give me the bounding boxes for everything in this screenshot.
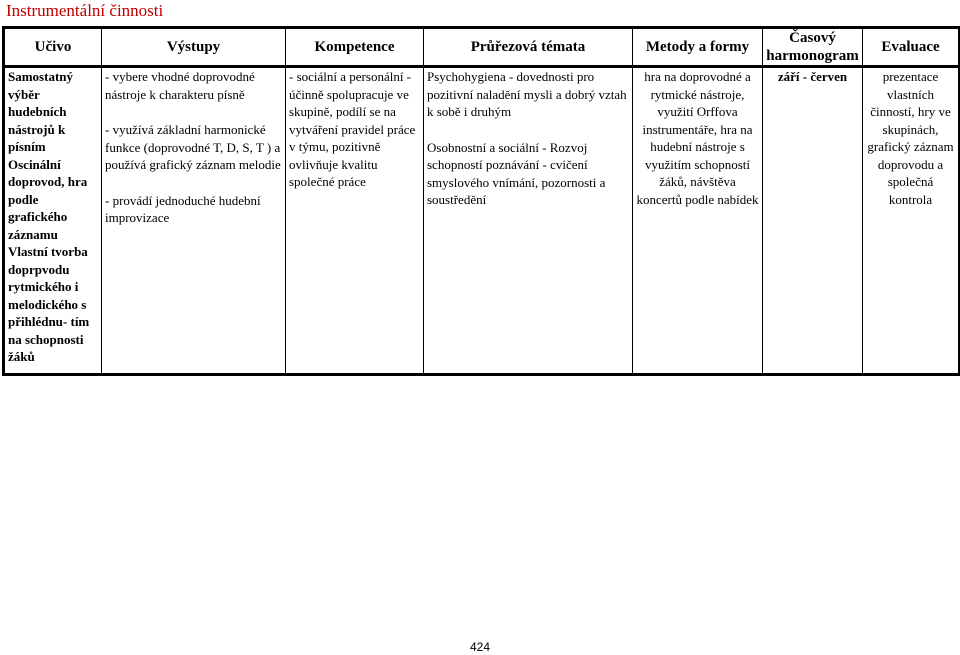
cell-pruzezova-temata [424,67,633,375]
section-title: Instrumentální činnosti [6,1,164,20]
cell-vystupy [102,67,286,375]
tema-item: Psychohygiena - dovednosti pro pozitivní naladění mysli a dobrý vztah k sobě i druhým [427,69,627,119]
cell-casovy-harmonogram: září - červen [763,67,863,375]
curriculum-table [2,26,960,376]
tema-item: Osobnostní a sociální - Rozvoj schopností poznávání - cvičení smyslového vnímání, pozornosti a soustředění [427,139,606,207]
header-pruzezova-temata: Průřezová témata [424,28,633,67]
header-kompetence: Kompetence [286,28,424,67]
cell-metody-a-formy: hra na doprovodné a rytmické nástroje, využití Orffova instrumentáře, hra na hudební nástroje s využitím schopností žáků, návštěva koncertů podle nabídek [633,67,763,375]
page-number: 424 [469,640,491,654]
vystup-item: - vybere vhodné doprovodné nástroje k charakteru písně [105,69,255,102]
header-metody-a-formy: Metody a formy [633,28,763,67]
vystup-item: - využívá základní harmonické funkce (doprovodné T, D, S, T ) a používá grafický záznam melodie [105,122,281,172]
header-casovy-harmonogram: Časový harmonogram [763,28,863,67]
cell-kompetence: - sociální a personální - účinně spolupracuje ve skupině, podílí se na vytváření pravidel práce v týmu, pozitivně ovlivňuje kvalitu společné práce [286,67,424,375]
vystup-item: - provádí jednoduché hudební improvizace [105,192,261,225]
header-evaluace: Evaluace [863,28,960,67]
header-ucivo: Učivo [4,28,102,67]
header-row [4,28,960,67]
header-vystupy: Výstupy [102,28,286,67]
cell-evaluace: prezentace vlastních činností, hry ve skupinách, grafický záznam doprovodu a společná kontrola [863,67,960,375]
table-row [4,67,960,375]
cell-ucivo: Samostatný výběr hudebních nástrojů k písním Oscinální doprovod, hra podle grafického záznamu Vlastní tvorba doprpvodu rytmického i melodického s přihlédnu- tím na schopnosti žáků [4,67,102,375]
